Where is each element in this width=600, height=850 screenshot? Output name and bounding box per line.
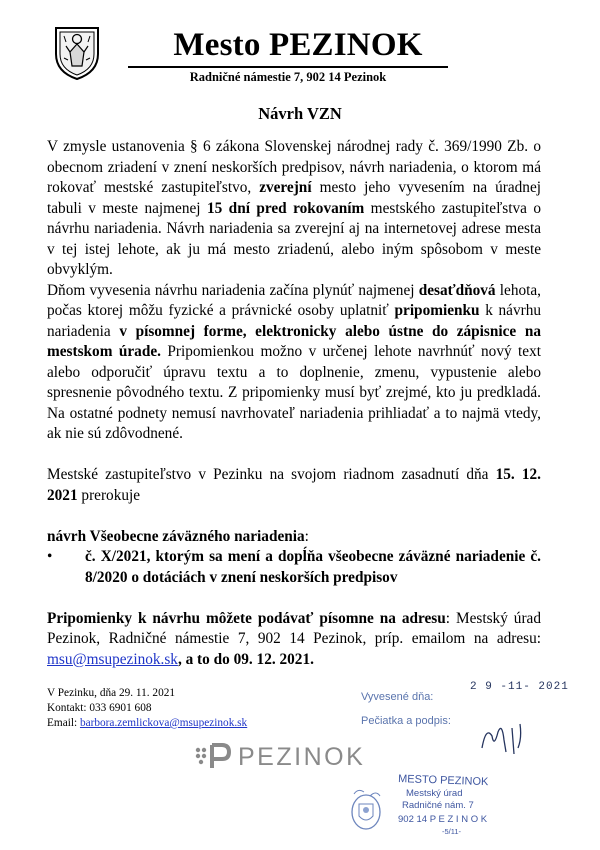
town-title: Mesto PEZINOK xyxy=(173,27,423,63)
signature-icon xyxy=(476,718,536,758)
contact-email-row: Email: barbora.zemlickova@msupezinok.sk xyxy=(47,717,248,729)
seal-line-2: Mestský úrad xyxy=(406,788,463,799)
submission-email-link[interactable]: msu@msupezinok.sk xyxy=(47,650,178,668)
draft-item xyxy=(47,547,541,588)
pezinok-crest-icon xyxy=(52,22,102,82)
header-divider xyxy=(128,66,448,68)
seal-line-1: MESTO PEZINOK xyxy=(397,773,489,789)
posted-date-handwritten: 2 9 -11- 2021 xyxy=(470,681,569,693)
document-title: Návrh VZN xyxy=(258,104,342,123)
posted-date-label: Vyvesené dňa: xyxy=(361,691,434,703)
paragraph-comment-period: Dňom vyvesenia návrhu nariadenia začína plynúť najmenej desaťdňová lehota, počas ktorej môžu fyzické a právnické osoby uplatniť pripomienku k návrhu nariadenia v písomnej forme, elektronicky alebo ústne do zápisnice na mestskom úrade. Pripomienkou možno v určenej lehote navrhnúť nový text alebo odporučiť úpravu textu a to doplnenie, zmenu, vypustenie alebo spresnenie pôvodného textu. Z pripomienky musí byť zrejmé, kto ju predkladá. Na ostatné podnety nemusí navrhovateľ nariadenia prihliadať a to najmä vtedy, ak nie sú zdôvodnené. xyxy=(47,281,541,442)
footer-contact xyxy=(47,686,247,731)
document-body xyxy=(47,137,541,670)
seal-line-4: 902 14 P E Z I N O K xyxy=(398,814,488,825)
seal-line-3: Radničné nám. 7 xyxy=(402,800,474,811)
bullet-dot: • xyxy=(47,548,53,565)
draft-item-text: č. X/2021, ktorým sa mení a dopĺňa všeobecne záväzné nariadenie č. 8/2020 o dotáciách v znení neskorších predpisov xyxy=(85,548,541,586)
place-date: V Pezinku, dňa 29. 11. 2021 xyxy=(47,687,176,699)
paragraph-session: Mestské zastupiteľstvo v Pezinku na svojom riadnom zasadnutí dňa 15. 12. 2021 prerokuje xyxy=(47,466,541,504)
seal-line-5: -5/11- xyxy=(442,827,462,836)
draft-heading: návrh Všeobecne záväzného nariadenia: xyxy=(47,527,309,545)
town-address: Radničné námestie 7, 902 14 Pezinok xyxy=(189,70,387,84)
seal-signature-label: Pečiatka a podpis: xyxy=(361,715,451,727)
pezinok-logo-icon xyxy=(192,742,232,770)
pezinok-logo-text: PEZINOK xyxy=(238,743,366,771)
office-round-stamp-icon xyxy=(340,772,500,847)
paragraph-legal-basis: V zmysle ustanovenia § 6 zákona Slovenskej národnej rady č. 369/1990 Zb. o obecnom zriadení v znení neskorších predpisov, návrh nariadenia, o ktorom má rokovať mestské zastupiteľstvo, zverejní mesto jeho vyvesením na úradnej tabuli v meste najmenej 15 dní pred rokovaním mestského zastupiteľstva o návrhu nariadenia. Návrh nariadenia sa zverejní aj na internetovej adrese mesta v tej istej lehote, ak ju má mesto zriadenú, alebo iným spôsobom v meste obvyklým. xyxy=(47,138,541,278)
paragraph-submission: Pripomienky k návrhu môžete podávať písomne na adresu: Mestský úrad Pezinok, Radničné námestie 7, 902 14 Pezinok, príp. emailom na adresu: msu@msupezinok.sk, a to do 09. 12. 2021. xyxy=(47,609,541,668)
contact-phone: Kontakt: 033 6901 608 xyxy=(47,702,152,714)
contact-email-link[interactable]: barbora.zemlickova@msupezinok.sk xyxy=(79,717,248,729)
